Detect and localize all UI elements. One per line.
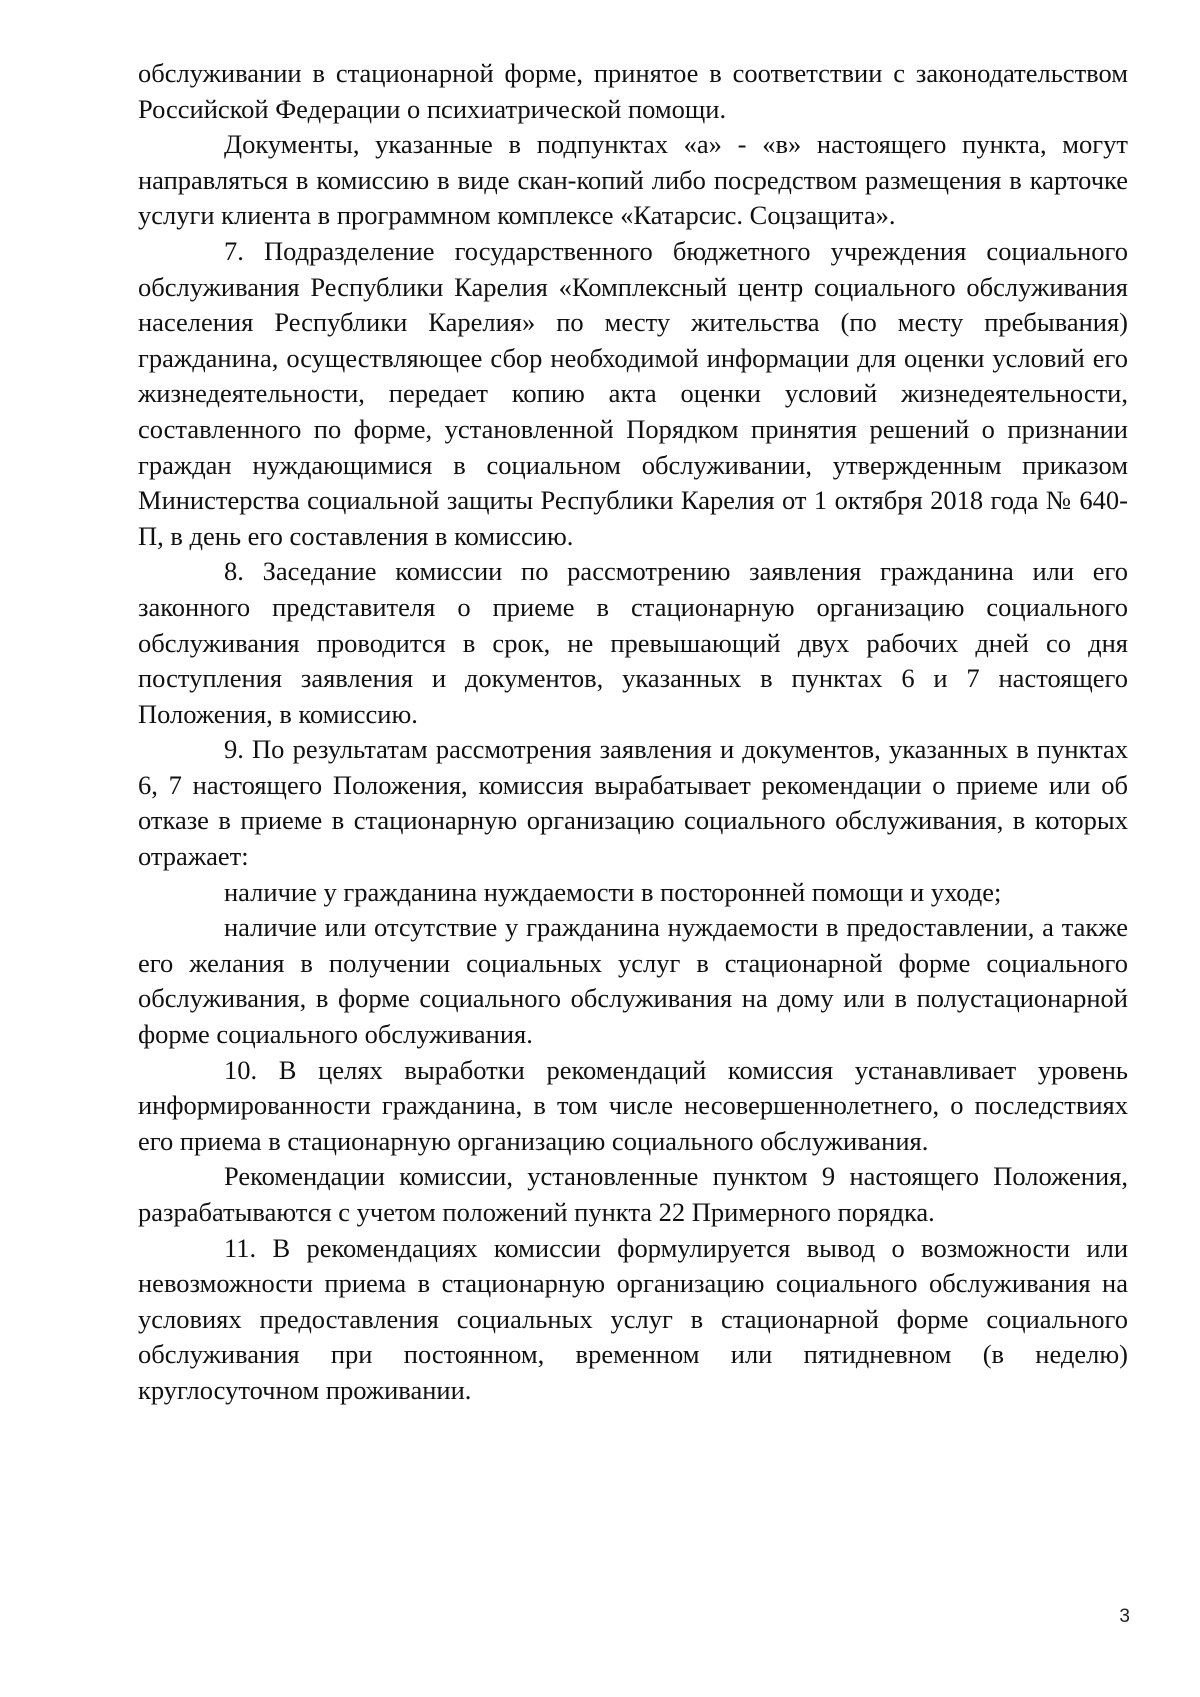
paragraph-item-11: 11. В рекомендациях комиссии формулируется вывод о возможности или невозможности приема в стационарную организацию социального обслуживания на условиях предоставления социальных услуг в стационарной форме социального обслуживания при постоянном, временном или пятидневном (в неделю) круглосуточном проживании. bbox=[138, 1232, 1128, 1405]
paragraph-item-7: 7. Подразделение государственного бюджетного учреждения социального обслуживания Республики Карелия «Комплексный центр социального обслуживания населения Республики Карелия» по месту жительства (по месту пребывания) гражданина, осуществляющее сбор необходимой информации для оценки условий его жизнедеятельности, передает копию акта оценки условий жизнедеятельности, составленного по форме, установленной Порядком принятия решений о признании граждан нуждающимися в социальном обслуживании, утвержденным приказом Министерства социальной защиты Республики Карелия от 1 октября 2018 года № 640-П, в день его составления в комиссию. bbox=[138, 235, 1128, 551]
paragraph-item-8: 8. Заседание комиссии по рассмотрению заявления гражданина или его законного представителя о приеме в стационарную организацию социального обслуживания проводится в срок, не превышающий двух рабочих дней со дня поступления заявления и документов, указанных в пунктах 6 и 7 настоящего Положения, в комиссию. bbox=[138, 556, 1128, 729]
paragraph-item-9: 9. По результатам рассмотрения заявления и документов, указанных в пунктах 6, 7 настоящего Положения, комиссия вырабатывает рекомендации о приеме или об отказе в приеме в стационарную организацию социального обслуживания, в которых отражает: bbox=[138, 734, 1128, 872]
document-body bbox=[138, 56, 1128, 1409]
paragraph-continuation: обслуживании в стационарной форме, принятое в соответствии с законодательством Российской Федерации о психиатрической помощи. bbox=[138, 58, 1128, 124]
paragraph-recommendations: Рекомендации комиссии, установленные пунктом 9 настоящего Положения, разрабатываются с учетом положений пункта 22 Примерного порядка. bbox=[138, 1161, 1128, 1227]
paragraph-item-9-point-1: наличие у гражданина нуждаемости в посторонней помощи и уходе; bbox=[224, 876, 1002, 907]
paragraph-item-9-point-2: наличие или отсутствие у гражданина нуждаемости в предоставлении, а также его желания в получении социальных услуг в стационарной форме социального обслуживания, в форме социального обслуживания на дому или в полустационарной форме социального обслуживания. bbox=[138, 912, 1128, 1050]
page-number: 3 bbox=[1119, 1606, 1130, 1627]
paragraph-item-10: 10. В целях выработки рекомендаций комиссия устанавливает уровень информированности гражданина, в том числе несовершеннолетнего, о последствиях его приема в стационарную организацию социального обслуживания. bbox=[138, 1054, 1128, 1156]
paragraph-documents-submission: Документы, указанные в подпунктах «а» - «в» настоящего пункта, могут направляться в комиссию в виде скан-копий либо посредством размещения в карточке услуги клиента в программном комплексе «Катарсис. Соцзащита». bbox=[138, 129, 1128, 231]
